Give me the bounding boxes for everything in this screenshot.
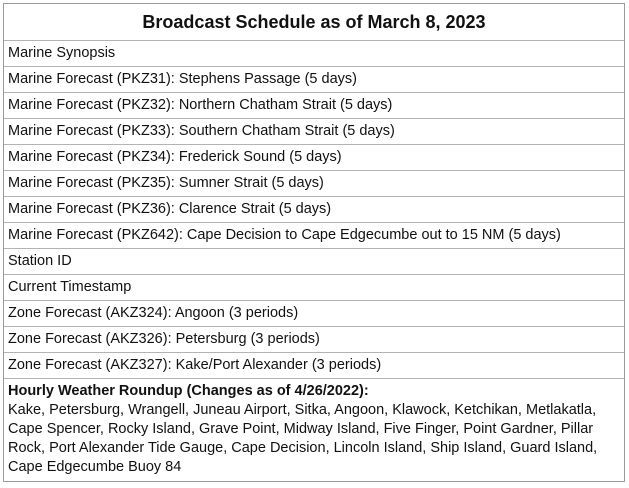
table-row: Marine Forecast (PKZ642): Cape Decision to Cape Edgecumbe out to 15 NM (5 days) — [4, 223, 624, 249]
table-row: Zone Forecast (AKZ327): Kake/Port Alexander (3 periods) — [4, 353, 624, 379]
table-row: Marine Forecast (PKZ32): Northern Chatham Strait (5 days) — [4, 93, 624, 119]
table-row: Marine Forecast (PKZ35): Sumner Strait (5 days) — [4, 171, 624, 197]
roundup-stations: Kake, Petersburg, Wrangell, Juneau Airport, Sitka, Angoon, Klawock, Ketchikan, Metlakatla, Cape Spencer, Rocky Island, Grave Point, Midway Island, Five Finger, Point Gardner, Pillar Rock, Port Alexander Tide Gauge, Cape Decision, Lincoln Island, Ship Island, Guard Island, Cape Edgecumbe Buoy 84 — [8, 402, 598, 475]
table-row: Marine Forecast (PKZ34): Frederick Sound (5 days) — [4, 145, 624, 171]
broadcast-schedule-table — [3, 3, 625, 482]
table-title: Broadcast Schedule as of March 8, 2023 — [4, 4, 624, 41]
table-row: Current Timestamp — [4, 275, 624, 301]
table-row: Station ID — [4, 249, 624, 275]
table-row: Marine Synopsis — [4, 41, 624, 67]
table-row: Marine Forecast (PKZ33): Southern Chatham Strait (5 days) — [4, 119, 624, 145]
table-row: Zone Forecast (AKZ326): Petersburg (3 periods) — [4, 327, 624, 353]
table-row: Marine Forecast (PKZ36): Clarence Strait (5 days) — [4, 197, 624, 223]
table-row: Zone Forecast (AKZ324): Angoon (3 periods) — [4, 301, 624, 327]
schedule-rows — [4, 41, 624, 379]
weather-roundup-cell — [4, 379, 624, 481]
table-row: Marine Forecast (PKZ31): Stephens Passage (5 days) — [4, 67, 624, 93]
roundup-title: Hourly Weather Roundup (Changes as of 4/26/2022): — [8, 383, 369, 399]
